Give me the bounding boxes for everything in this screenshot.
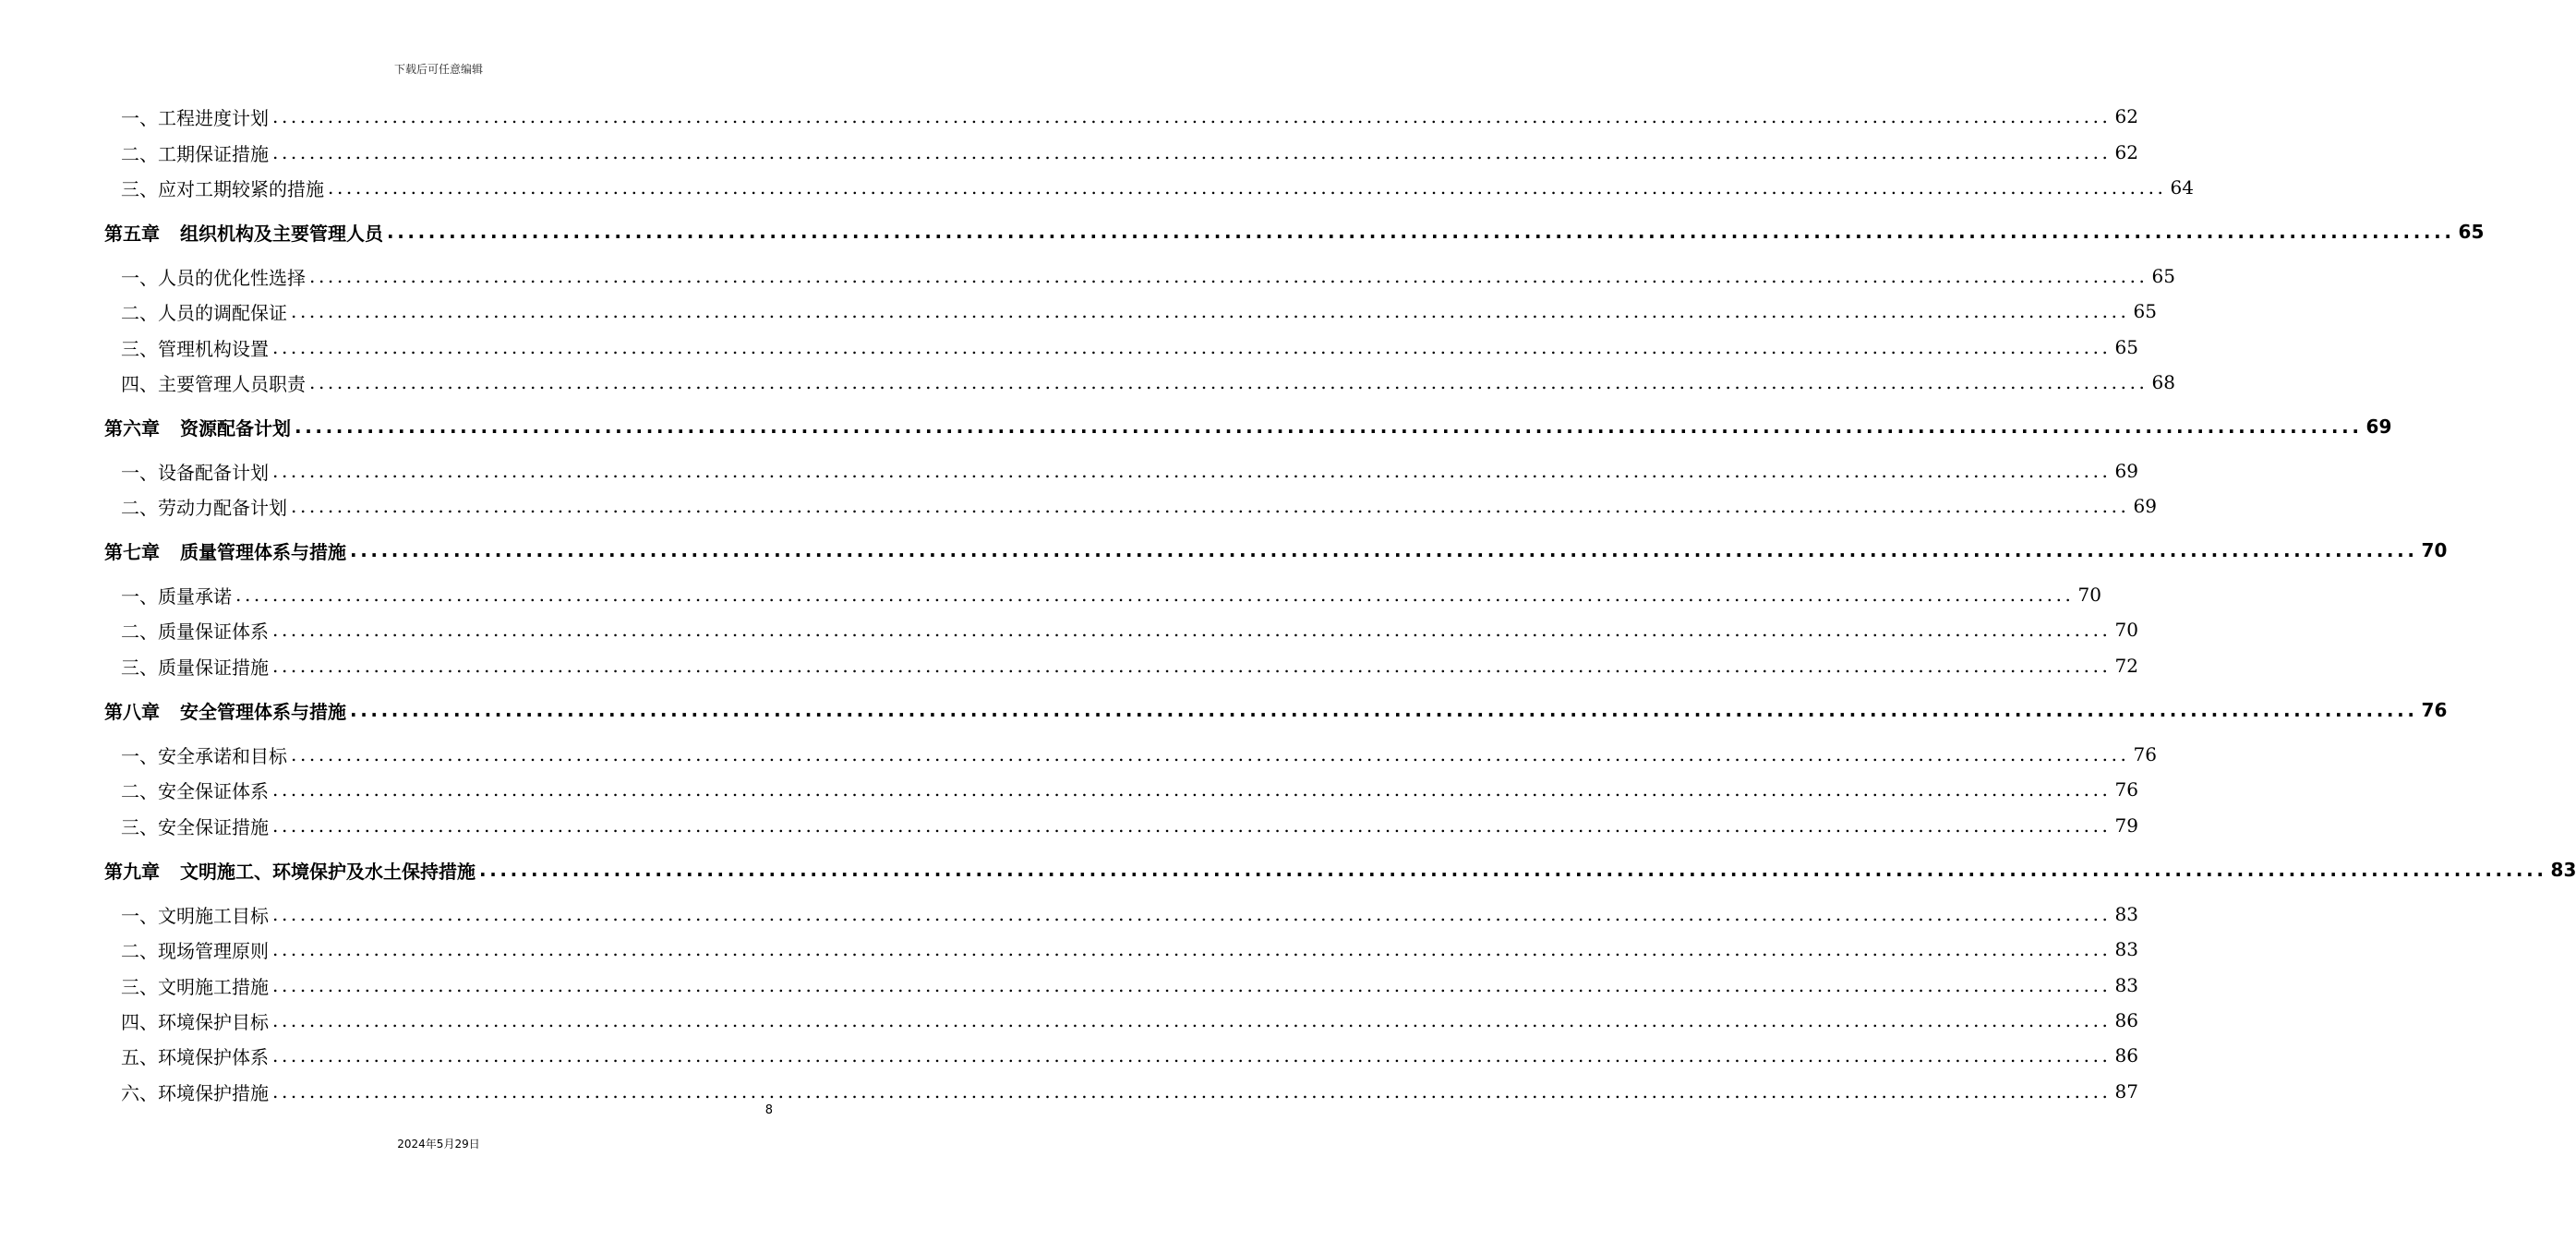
toc-chapter-number: 第七章 [104, 540, 160, 563]
toc-page-number: 70 [2114, 619, 2138, 641]
toc-dot-leader: ........................................................................................................................................................................................................ [272, 141, 2112, 163]
toc-entry-title [0, 493, 287, 520]
toc-page-number: 83 [2114, 903, 2138, 925]
toc-page-number: 65 [2114, 336, 2138, 358]
toc-chapter-title: 质量管理体系与措施 [180, 540, 346, 563]
toc-entry-label: 二、工期保证措施 [121, 142, 269, 165]
toc-entry-title [0, 219, 383, 246]
toc-entry[interactable] [0, 492, 2157, 520]
toc-entry-title [0, 1078, 269, 1105]
toc-page-number: 65 [2458, 221, 2485, 243]
toc-chapter-number: 第六章 [104, 416, 160, 440]
toc-chapter-entry[interactable] [0, 536, 2448, 564]
toc-entry-title [0, 901, 269, 928]
toc-entry[interactable] [0, 102, 2138, 130]
toc-page-number: 70 [2077, 584, 2101, 606]
page-header: 下载后可任意编辑 [393, 63, 483, 76]
toc-chapter-number: 第九章 [104, 860, 160, 883]
toc-entry-title [0, 582, 232, 608]
toc-dot-leader: ........................................................................................................................................................................................................ [272, 1080, 2112, 1102]
toc-entry[interactable] [0, 297, 2157, 325]
toc-entry-title [0, 414, 291, 440]
toc-entry-label: 四、主要管理人员职责 [121, 372, 306, 395]
toc-entry-title [0, 175, 324, 201]
toc-entry-title [0, 1042, 269, 1069]
toc-entry-title [0, 972, 269, 999]
toc-page-number: 76 [2114, 778, 2138, 801]
toc-page-number: 69 [2365, 416, 2392, 438]
toc-entry-title [0, 1007, 269, 1034]
toc-dot-leader: ........................................................................................................................................................................................................ [272, 903, 2112, 925]
toc-page-number: 62 [2114, 141, 2138, 163]
toc-entry[interactable] [0, 368, 2175, 396]
toc-entry[interactable] [0, 174, 2194, 201]
toc-dot-leader: ........................................................................................................................................................................................................ [272, 778, 2112, 801]
toc-entry-title [0, 369, 306, 396]
toc-entry-label: 一、设备配备计划 [121, 461, 269, 484]
toc-dot-leader: ........................................................................................................................................................................................................ [272, 460, 2112, 482]
toc-dot-leader: ........................................................................................................................................................................................................ [387, 221, 2455, 243]
toc-entry[interactable] [0, 333, 2138, 361]
toc-dot-leader: ........................................................................................................................................................................................................ [291, 495, 2130, 517]
toc-chapter-title: 组织机构及主要管理人员 [180, 222, 383, 245]
toc-chapter-title: 文明施工、环境保护及水土保持措施 [180, 860, 475, 883]
toc-entry[interactable] [0, 652, 2138, 680]
toc-entry-label: 二、人员的调配保证 [121, 301, 287, 324]
toc-entry-label: 三、管理机构设置 [121, 337, 269, 360]
toc-entry-label: 三、文明施工措施 [121, 975, 269, 998]
toc-entry-label: 五、环境保护体系 [121, 1045, 269, 1068]
toc-entry-title [0, 697, 346, 724]
toc-dot-leader: ........................................................................................................................................................................................................ [272, 336, 2112, 358]
toc-entry-title [0, 537, 346, 564]
toc-entry-title [0, 777, 269, 803]
toc-entry-title [0, 741, 287, 768]
toc-dot-leader: ........................................................................................................................................................................................................ [291, 300, 2130, 322]
toc-entry[interactable] [0, 581, 2101, 608]
toc-page-number: 69 [2114, 460, 2138, 482]
toc-dot-leader: ........................................................................................................................................................................................................ [272, 974, 2112, 996]
page-number: 8 [764, 1103, 773, 1117]
toc-dot-leader: ........................................................................................................................................................................................................ [272, 619, 2112, 641]
toc-page-number: 83 [2114, 938, 2138, 960]
toc-chapter-number: 第五章 [104, 222, 160, 245]
toc-page-number: 64 [2170, 176, 2194, 199]
toc-entry-label: 二、安全保证体系 [121, 779, 269, 802]
toc-entry[interactable] [0, 262, 2175, 290]
toc-page-number: 86 [2114, 1009, 2138, 1031]
toc-entry-title [0, 298, 287, 325]
toc-entry-title [0, 334, 269, 361]
toc-entry-title [0, 653, 269, 680]
toc-chapter-number: 第八章 [104, 700, 160, 723]
toc-page-number: 65 [2133, 300, 2157, 322]
toc-chapter-title: 安全管理体系与措施 [180, 700, 346, 723]
toc-entry[interactable] [0, 139, 2138, 166]
toc-dot-leader: ........................................................................................................................................................................................................ [350, 539, 2418, 561]
toc-entry-title [0, 458, 269, 485]
toc-entry-title [0, 813, 269, 839]
toc-dot-leader: ........................................................................................................................................................................................................ [295, 416, 2363, 438]
toc-entry-label: 二、劳动力配备计划 [121, 496, 287, 519]
toc-dot-leader: ........................................................................................................................................................................................................ [350, 699, 2418, 721]
toc-page-number: 83 [2114, 974, 2138, 996]
toc-page-number: 79 [2114, 814, 2138, 837]
toc-dot-leader: ........................................................................................................................................................................................................ [272, 938, 2112, 960]
toc-dot-leader: ........................................................................................................................................................................................................ [235, 584, 2075, 606]
toc-entry[interactable] [0, 741, 2157, 768]
toc-page-number: 86 [2114, 1044, 2138, 1066]
toc-dot-leader: ........................................................................................................................................................................................................ [272, 1009, 2112, 1031]
toc-entry-label: 二、质量保证体系 [121, 620, 269, 643]
toc-entry[interactable] [0, 971, 2138, 999]
toc-entry-label: 六、环境保护措施 [121, 1081, 269, 1104]
toc-dot-leader: ........................................................................................................................................................................................................ [328, 176, 2167, 199]
toc-entry-label: 一、安全承诺和目标 [121, 744, 287, 767]
toc-chapter-entry[interactable] [0, 218, 2485, 246]
toc-entry-label: 三、质量保证措施 [121, 656, 269, 679]
toc-page-number: 62 [2114, 105, 2138, 127]
toc-entry[interactable] [0, 900, 2138, 928]
toc-dot-leader: ........................................................................................................................................................................................................ [272, 814, 2112, 837]
toc-page-number: 65 [2151, 265, 2175, 287]
toc-entry-title [0, 139, 269, 166]
toc-chapter-entry[interactable] [0, 856, 2576, 884]
toc-chapter-entry[interactable] [0, 696, 2448, 724]
toc-page-number: 70 [2421, 539, 2448, 561]
toc-page-number: 76 [2133, 743, 2157, 765]
page-footer-date: 2024年5月29日 [397, 1138, 480, 1151]
toc-entry-label: 四、环境保护目标 [121, 1010, 269, 1033]
toc-page-number: 87 [2114, 1080, 2138, 1102]
toc-entry-label: 三、安全保证措施 [121, 815, 269, 838]
toc-page-number: 83 [2550, 859, 2576, 881]
toc-entry-label: 一、质量承诺 [121, 584, 232, 608]
toc-entry-title [0, 103, 269, 130]
toc-entry[interactable] [0, 812, 2138, 839]
toc-dot-leader: ........................................................................................................................................................................................................ [309, 371, 2149, 393]
toc-page-number: 69 [2133, 495, 2157, 517]
toc-page-number: 76 [2421, 699, 2448, 721]
toc-entry-label: 三、应对工期较紧的措施 [121, 177, 324, 200]
toc-entry-title [0, 617, 269, 644]
toc-entry-label: 一、工程进度计划 [121, 106, 269, 129]
toc-entry[interactable] [0, 616, 2138, 644]
toc-entry[interactable] [0, 1078, 2138, 1105]
toc-dot-leader: ........................................................................................................................................................................................................ [272, 105, 2112, 127]
toc-entry[interactable] [0, 1042, 2138, 1069]
toc-page-number: 72 [2114, 655, 2138, 677]
toc-entry-title [0, 857, 475, 884]
toc-dot-leader: ........................................................................................................................................................................................................ [272, 655, 2112, 677]
toc-entry[interactable] [0, 935, 2138, 963]
toc-chapter-title: 资源配备计划 [180, 416, 291, 440]
toc-entry[interactable] [0, 457, 2138, 485]
toc-entry[interactable] [0, 1006, 2138, 1034]
toc-entry[interactable] [0, 776, 2138, 803]
toc-page-number: 68 [2151, 371, 2175, 393]
toc-chapter-entry[interactable] [0, 413, 2392, 440]
toc-entry-label: 一、人员的优化性选择 [121, 266, 306, 289]
toc-entry-label: 一、文明施工目标 [121, 904, 269, 927]
toc-dot-leader: ........................................................................................................................................................................................................ [479, 859, 2547, 881]
toc-dot-leader: ........................................................................................................................................................................................................ [309, 265, 2149, 287]
toc-dot-leader: ........................................................................................................................................................................................................ [291, 743, 2130, 765]
toc-entry-label: 二、现场管理原则 [121, 939, 269, 962]
toc-entry-title [0, 263, 306, 290]
toc-dot-leader: ........................................................................................................................................................................................................ [272, 1044, 2112, 1066]
toc-entry-title [0, 936, 269, 963]
